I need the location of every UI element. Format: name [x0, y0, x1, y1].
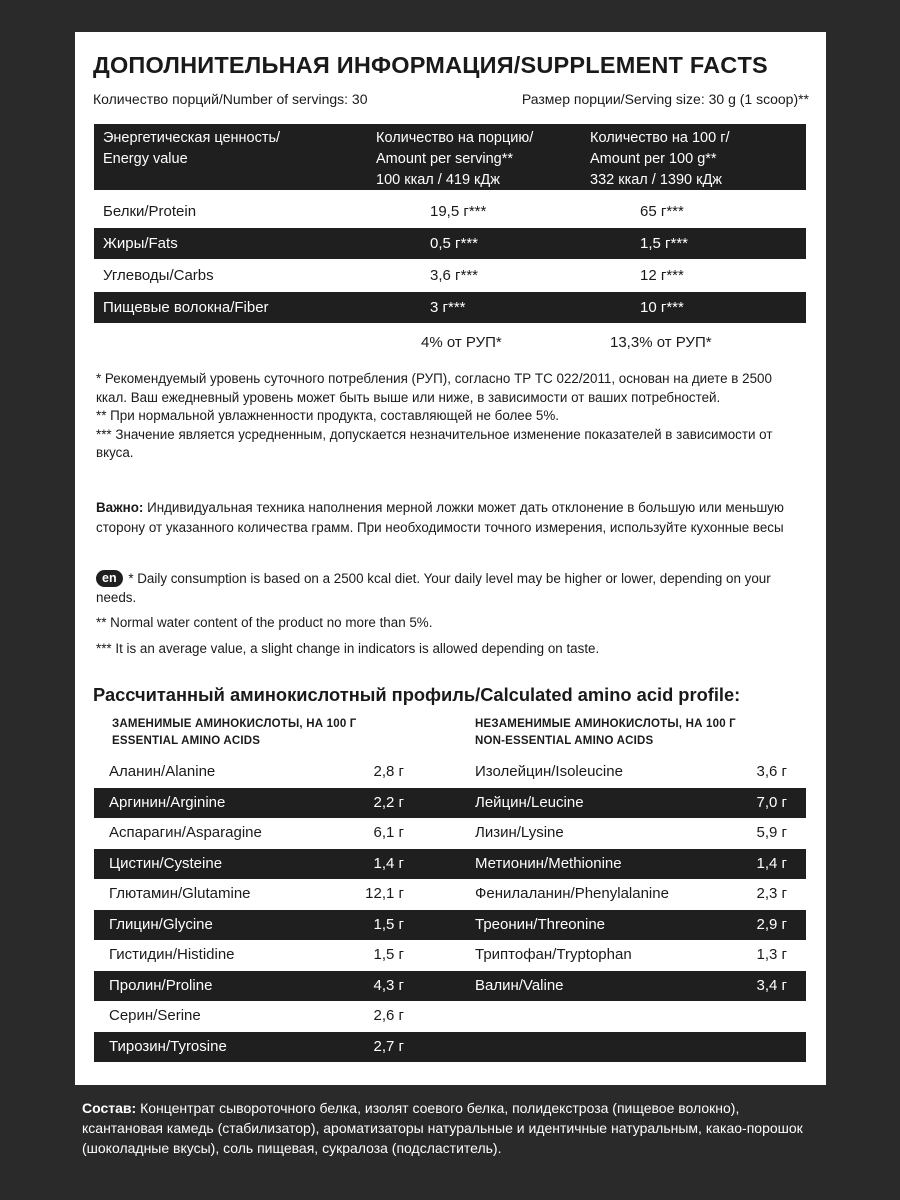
per-100-ru: Количество на 100 г/ [590, 130, 730, 146]
amino-row [94, 879, 806, 910]
nutrient-row-carbs [94, 260, 806, 291]
amino-name-left: Цистин/Cysteine [109, 854, 223, 872]
en-note-2: ** Normal water content of the product no more than 5%. [96, 615, 433, 630]
nutrient-row-fiber [94, 292, 806, 323]
amino-row [94, 818, 806, 849]
amino-value-left: 1,4 г [373, 854, 404, 872]
footnote-3: *** Значение является усредненным, допускается незначительное изменение показателей в зависимости от вкуса. [96, 426, 773, 460]
amino-value-right: 1,3 г [756, 946, 787, 963]
amino-name-left: Серин/Serine [109, 1007, 201, 1024]
nutrient-per-100: 12 г*** [640, 267, 684, 284]
amino-value-left: 2,2 г [373, 793, 404, 811]
amino-value-left: 4,3 г [373, 976, 404, 994]
energy-label-en: Energy value [103, 151, 188, 167]
daily-value-per-100: 13,3% от РУП* [610, 334, 712, 351]
composition-text: Концентрат сывороточного белка, изолят соевого белка, полидекстроза (пищевое волокно), ксантановая камедь (стабилизатор), ароматизаторы натуральные и идентичные натуральным, какао-порошок (шоколадные вкусы), соль пищевая, сукралоза (подсластитель). [82, 1100, 803, 1156]
essential-header-ru: ЗАМЕНИМЫЕ АМИНОКИСЛОТЫ, НА 100 Г [112, 718, 357, 730]
nutrient-label: Жиры/Fats [103, 235, 178, 252]
amino-name-left: Аланин/Alanine [109, 763, 216, 780]
amino-name-right: Лейцин/Leucine [475, 793, 584, 811]
amino-name-left: Гистидин/Histidine [109, 946, 235, 963]
footnote-2: ** При нормальной увлажненности продукта, составляющей не более 5%. [96, 408, 559, 423]
amino-value-left: 2,8 г [373, 763, 404, 780]
amino-name-left: Глютамин/Glutamine [109, 885, 251, 902]
amino-row [94, 1032, 806, 1063]
amino-row [94, 757, 806, 788]
energy-per-serving [376, 128, 533, 191]
amino-value-right: 7,0 г [756, 793, 787, 811]
nutrient-label: Пищевые волокна/Fiber [103, 299, 269, 316]
nutrient-per-100: 10 г*** [640, 299, 684, 316]
amino-value-left: 12,1 г [365, 885, 404, 902]
amino-row [94, 910, 806, 941]
amino-name-right: Фенилаланин/Phenylalanine [475, 885, 669, 902]
nutrient-per-100: 1,5 г*** [640, 235, 689, 252]
footnotes-en [96, 569, 796, 658]
energy-label-ru: Энергетическая ценность/ [103, 130, 281, 146]
amino-name-left: Аспарагин/Asparagine [109, 824, 262, 841]
important-label: Важно: [96, 500, 144, 515]
amino-value-right: 3,6 г [756, 763, 787, 780]
nutrient-label: Белки/Protein [103, 203, 197, 220]
non-essential-header-ru: НЕЗАМЕНИМЫЕ АМИНОКИСЛОТЫ, НА 100 Г [475, 718, 736, 730]
amino-name-right: Метионин/Methionine [475, 854, 622, 872]
amino-name-left: Аргинин/Arginine [109, 793, 226, 811]
daily-value-per-serving: 4% от РУП* [421, 334, 502, 351]
amino-row [94, 1001, 806, 1032]
important-note [96, 498, 796, 537]
amino-row [94, 940, 806, 971]
amino-name-left: Тирозин/Tyrosine [109, 1037, 227, 1055]
per-100-energy: 332 ккал / 1390 кДж [590, 172, 722, 188]
serving-size: Размер порции/Serving size: 30 g (1 scoop)** [521, 91, 809, 107]
nutrient-per-100: 65 г*** [640, 203, 684, 220]
page-title: ДОПОЛНИТЕЛЬНАЯ ИНФОРМАЦИЯ/SUPPLEMENT FACTS [93, 52, 768, 78]
amino-value-right: 2,3 г [756, 885, 787, 902]
footnote-1: * Рекомендуемый уровень суточного потребления (РУП), согласно ТР ТС 022/2011, основан на диете в 2500 ккал. Ваш ежедневный уровень может быть выше или ниже, в зависимости от ваших потребностей. [96, 371, 772, 405]
nutrient-per-serving: 3,6 г*** [430, 267, 479, 284]
amino-value-right: 2,9 г [756, 915, 787, 933]
amino-value-right: 1,4 г [756, 854, 787, 872]
amino-name-right: Треонин/Threonine [475, 915, 606, 933]
amino-value-left: 2,7 г [373, 1037, 404, 1055]
amino-name-right: Изолейцин/Isoleucine [475, 763, 623, 780]
amino-row [94, 788, 806, 819]
essential-amino-header [112, 716, 357, 750]
per-serving-energy: 100 ккал / 419 кДж [376, 172, 500, 188]
amino-value-left: 1,5 г [373, 915, 404, 933]
amino-name-left: Глицин/Glycine [109, 915, 213, 933]
energy-per-100g [590, 128, 730, 191]
essential-header-en: ESSENTIAL AMINO ACIDS [112, 735, 261, 747]
nutrient-per-serving: 3 г*** [430, 299, 466, 316]
composition-label: Состав: [82, 1100, 137, 1116]
amino-value-left: 2,6 г [373, 1007, 404, 1024]
en-note-1 [96, 569, 796, 607]
en-language-badge: en [96, 570, 123, 587]
amino-profile-title: Рассчитанный аминокислотный профиль/Calculated amino acid profile: [93, 684, 741, 705]
per-serving-ru: Количество на порцию/ [376, 130, 534, 146]
servings-count: Количество порций/Number of servings: 30 [93, 91, 368, 107]
footnotes-ru [96, 370, 796, 463]
supplement-facts-card [75, 32, 826, 1085]
amino-value-left: 6,1 г [373, 824, 404, 841]
nutrient-per-serving: 19,5 г*** [430, 203, 487, 220]
amino-value-right: 3,4 г [756, 976, 787, 994]
amino-name-right: Лизин/Lysine [475, 824, 564, 841]
important-text: Индивидуальная техника наполнения мерной ложки может дать отклонение в большую или меньшую сторону от указанного количества грамм. При необходимости точного измерения, используйте кухонные весы [96, 500, 784, 535]
nutrient-row-protein [94, 196, 806, 227]
en-note-1-text: * Daily consumption is based on a 2500 kcal diet. Your daily level may be higher or lower, depending on your needs. [96, 571, 771, 605]
per-serving-en: Amount per serving** [376, 151, 514, 167]
nutrient-row-fats [94, 228, 806, 259]
amino-row [94, 849, 806, 880]
amino-value-right: 5,9 г [756, 824, 787, 841]
amino-row [94, 971, 806, 1002]
amino-name-right: Валин/Valine [475, 976, 564, 994]
composition [82, 1098, 824, 1158]
amino-name-left: Пролин/Proline [109, 976, 213, 994]
nutrient-per-serving: 0,5 г*** [430, 235, 479, 252]
energy-header-row [94, 124, 806, 190]
en-note-3: *** It is an average value, a slight change in indicators is allowed depending on taste. [96, 641, 600, 656]
non-essential-amino-header [475, 716, 736, 750]
energy-label [103, 128, 280, 170]
nutrient-label: Углеводы/Carbs [103, 267, 214, 284]
per-100-en: Amount per 100 g** [590, 151, 717, 167]
amino-value-left: 1,5 г [373, 946, 404, 963]
non-essential-header-en: NON-ESSENTIAL AMINO ACIDS [475, 735, 654, 747]
amino-name-right: Триптофан/Tryptophan [475, 946, 632, 963]
